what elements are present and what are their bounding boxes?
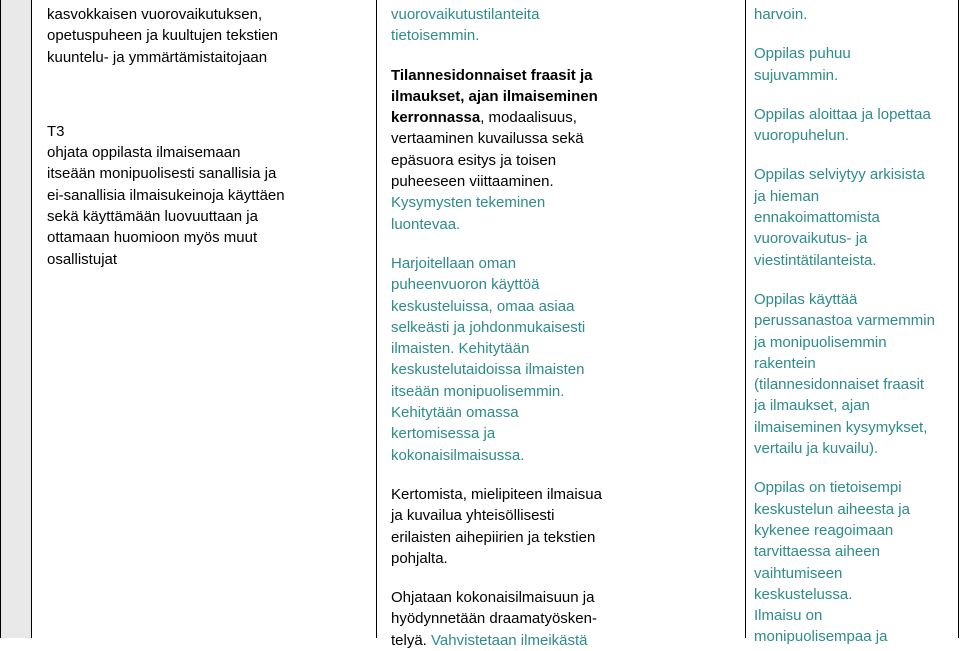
content-para-5 (391, 587, 741, 651)
content-bold-text: Tilannesidonnaiset fraasit ja ilmaukset, ajan ilmaiseminen kerronnassa (391, 66, 598, 127)
shaded-column (1, 0, 31, 638)
assessment-para-3: Oppilas aloittaa ja lopettaa vuoropuhelun. (754, 105, 931, 145)
content-para-5-teal: Vahvistetaan ilmeikästä (431, 631, 588, 649)
content-column (391, 4, 741, 651)
objective-text-1: kasvokkaisen vuorovaikutuksen, opetuspuheen ja kuultujen tekstien kuuntelu- ja ymmärtämistaitojaan (47, 6, 279, 66)
border-col3 (745, 0, 746, 638)
assessment-para-2: Oppilas puhuu sujuvammin. (754, 45, 851, 84)
content-para-4: Kertomista, mielipiteen ilmaisua ja kuvailua yhteisöllisesti erilaisten aihepiirien ja tekstien pohjalta. (391, 485, 602, 567)
content-para-1: vuorovaikutustilanteita tietoisemmin. (391, 6, 540, 45)
assessment-para-5: Oppilas käyttää perussanastoa varmemmin ja monipuolisemmin rakentein (tilannesidonnaiset fraasit ja ilmaukset, ajan ilmaiseminen kysymykset, vertailu ja kuvailu). (754, 290, 935, 458)
content-para-2 (391, 65, 741, 193)
assessment-para-6: Oppilas on tietoisempi keskustelun aiheesta ja kykenee reagoimaan tarvittaessa aiheen vaihtumiseen keskustelussa. Ilmaisu on monipuolisempaa ja (754, 479, 910, 646)
content-para-5-text: Ohjataan kokonaisilmaisuun ja hyödynnetään draamatyösken- telyä. (391, 589, 597, 649)
border-right (958, 0, 959, 638)
content-plain-text: , modaalisuus, vertaaminen kuvailussa sekä epäsuora esitys ja toisen puheeseen viittaaminen. (391, 109, 584, 191)
objectives-column (47, 4, 367, 270)
assessment-para-1: harvoin. (754, 6, 808, 23)
objective-code: T3 (47, 122, 65, 140)
objective-text-2: ohjata oppilasta ilmaisemaan itseään monipuolisesti sanallisia ja ei-sanallisia ilmaisukeinoja käyttäen sekä käyttämään luovuuttaan ja ottamaan huomioon myös muut osallistujat (47, 144, 285, 268)
border-col1 (31, 0, 32, 638)
assessment-column (754, 4, 954, 648)
content-para-3: Harjoitellaan oman puheenvuoron käyttöä keskusteluissa, omaa asiaa selkeästi ja johdonmukaisesti ilmaisten. Kehitytään keskustelutaidoissa ilmaisten itseään monipuolisemmin. Kehitytään omassa kertomisessa ja kokonaisilmaisussa. (391, 254, 586, 464)
assessment-para-4: Oppilas selviytyy arkisista ja hieman ennakoimattomista vuorovaikutus- ja viestintätilanteista. (754, 166, 925, 269)
border-left (0, 0, 1, 638)
content-teal-text: Kysymysten tekeminen luontevaa. (391, 194, 546, 233)
border-col2 (376, 0, 377, 638)
